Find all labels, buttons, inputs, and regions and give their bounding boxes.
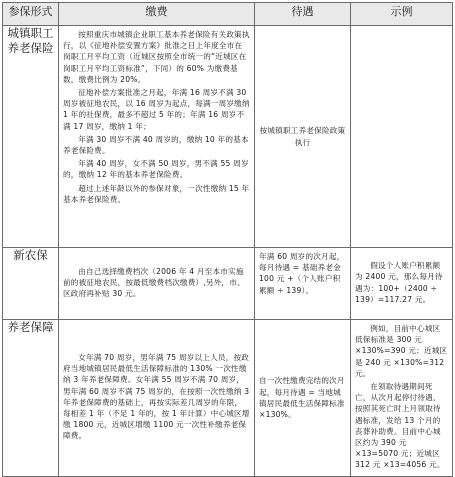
treatment-cell (255, 26, 351, 248)
treatment-text: 年满 60 周岁的次月起，每月待遇 = 基础养老金 100 元 +（个人账户积累额 ÷ 139）。 (259, 252, 345, 295)
payment-cell (59, 26, 255, 248)
payment-paragraph: 女年满 70 周岁，男年满 75 周岁以上人员，按政府当地城镇居民最低生活保障标准的 130% 一次性缴纳 3 年养老保障费。女年满 55 周岁不满 70 周岁，男年满 60 周岁不满 75 周岁的，在按照一次性缴纳 3 年养老保障费的基础上，再按实际差几周岁的年限，每相差 1 年（不足 1 年的，按 1 年计算）中心城区增缴 1800 元，近城区增缴 1100 元一次性补缴养老保障费。 (63, 353, 250, 441)
header-treatment: 待遇 (255, 3, 351, 26)
payment-paragraph: 年满 40 周岁，女不满 50 周岁，男不满 55 周岁的，缴纳 12 年的基本养老保险费。 (63, 159, 249, 180)
category-label: 城镇职工 (7, 26, 54, 40)
payment-paragraph: 超过上述年龄以外的参保对象，一次性缴纳 15 年基本养老保险费。 (63, 183, 250, 204)
category-cell (3, 26, 59, 248)
category-cell (3, 320, 59, 477)
header-example: 示例 (351, 3, 453, 26)
treatment-cell (255, 248, 351, 320)
example-paragraph: 例如，目前中心城区低保标准是 300 元 ×130%=390 元；近城区是 240 元 ×130%=312 元。 (355, 324, 448, 378)
example-cell (351, 320, 453, 477)
example-text: 假设个人账户积累额为 2400 元，那么每月待遇为：100+（2400 ÷ 139）=117.27 元。 (355, 261, 443, 304)
treatment-text: 自一次性缴费完结的次月起，每月待遇 = 当地城镇居民最低生活保障标准 ×130%。 (259, 376, 345, 420)
table-row (3, 26, 453, 248)
payment-paragraph: 年满 30 周岁不满 40 周岁的，缴纳 10 年的基本养老保险费。 (63, 134, 249, 156)
treatment-cell (255, 320, 351, 477)
category-label: 新农保 (13, 248, 48, 262)
payment-paragraph: 由自己选择缴费档次（2006 年 4 月至本市实施前的被征地农民，按最低缴费档次缴费）,另外，市、区政府再补贴 30 元。 (63, 266, 245, 299)
example-cell (351, 248, 453, 320)
header-form: 参保形式 (3, 3, 59, 26)
payment-cell (59, 320, 255, 477)
header-payment: 缴费 (59, 3, 255, 26)
payment-paragraph: 按照重庆市城镇企业职工基本养老保险有关政策执行，以《征地补偿安置方案》批准之日上年度全市在岗职工月平均工资（近城区按照全市统一的“近城区在岗职工月平均工资标准”，下同）的 60% 为缴费基数，缴费比例为 20%。 (63, 30, 250, 84)
treatment-text: 按城镇职工养老保险政策执行 (259, 126, 346, 147)
insurance-table (2, 2, 453, 477)
category-cell (3, 248, 59, 320)
example-paragraph: 在领取待遇期间死亡，从次月起停付待遇，按照其死亡时上月领取待遇标准，发给 13 个月的丧葬补助费。目前中心城区约为 390 元 ×13=5070 元；近城区 312 元 ×13=4056 元。 (355, 382, 445, 470)
table-row (3, 320, 453, 477)
table-row (3, 248, 453, 320)
example-cell (351, 26, 453, 248)
header-row (3, 3, 453, 26)
example-text (351, 26, 452, 32)
category-label: 养老保障 (7, 320, 54, 334)
payment-cell (59, 248, 255, 320)
payment-paragraph: 征地补偿方案批准之月起，年满 16 周岁不满 30 周岁被征地农民，以 16 周岁为起点，每满一周岁缴纳 1 年的社保费，最多不超过 5 年的；年满 16 周岁不满 17 周岁，缴纳 1 年； (63, 88, 250, 131)
category-label: 养老保险 (7, 41, 54, 55)
